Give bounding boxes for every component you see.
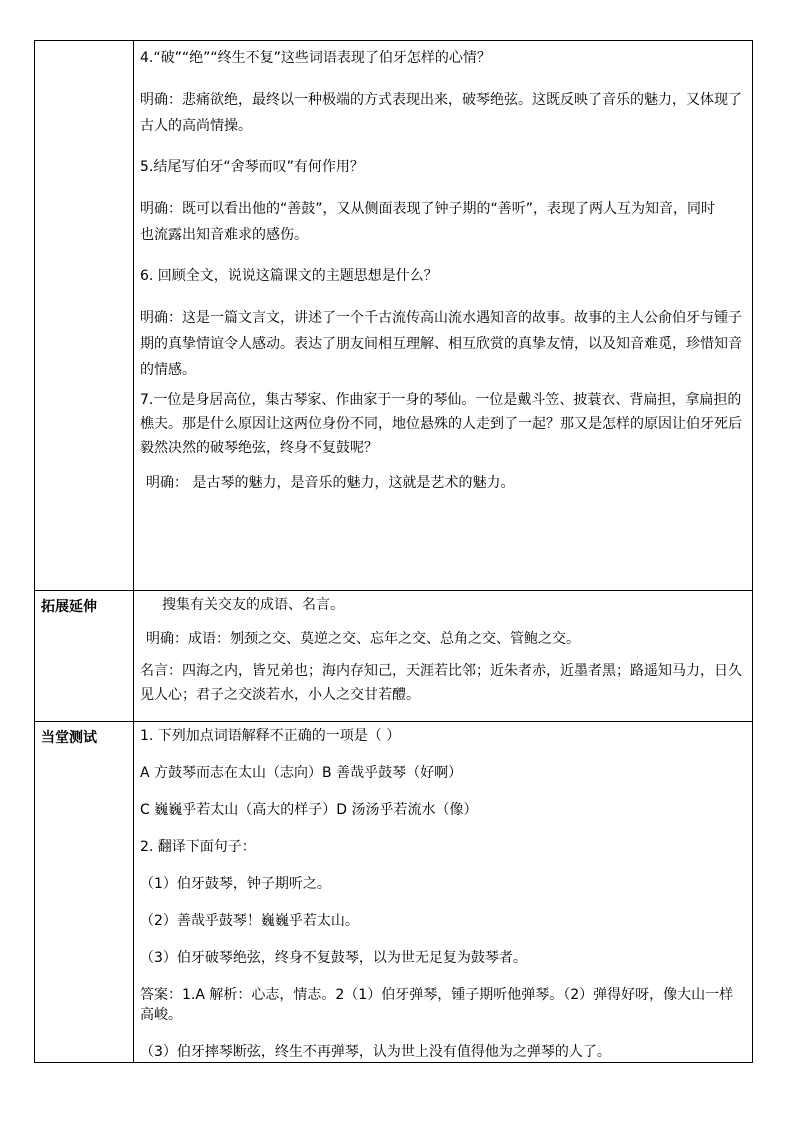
test-options-cd: C 巍巍乎若太山（高大的样子）D 汤汤乎若流水（像） xyxy=(140,802,478,818)
extension-label: 拓展延伸 xyxy=(35,591,134,722)
extension-quotes-line-2: 见人心；君子之交淡若水，小人之交甘若醴。 xyxy=(140,687,420,703)
extension-row xyxy=(35,591,753,722)
answer-4-line-2: 古人的高尚情操。 xyxy=(140,118,252,134)
discussion-content-cell xyxy=(134,41,753,591)
classroom-test-label: 当堂测试 xyxy=(35,722,134,1063)
question-5: 5.结尾写伯牙“舍琴而叹”有何作用？ xyxy=(140,159,364,175)
extension-content-cell xyxy=(134,591,753,722)
test-answer-line-1: 答案：1.A 解析：心志，情志。2（1）伯牙弹琴，锺子期听他弹琴。（2）弹得好呀，像大山一样高峻。 xyxy=(140,987,734,1023)
answer-7: 明确： 是古琴的魅力，是音乐的魅力，这就是艺术的魅力。 xyxy=(146,475,515,491)
answer-5-line-1: 明确：既可以看出他的“善鼓”，又从侧面表现了钟子期的“善听”，表现了两人互为知音，同时 xyxy=(140,201,716,217)
test-question-1: 1. 下列加点词语解释不正确的一项是（ ） xyxy=(140,728,401,744)
question-6: 6. 回顾全文，说说这篇课文的主题思想是什么？ xyxy=(140,268,438,284)
extension-quotes-line-1: 名言：四海之内，皆兄弟也；海内存知己，天涯若比邻；近朱者赤，近墨者黑；路遥知马力，日久 xyxy=(140,663,742,679)
classroom-test-row xyxy=(35,722,753,1063)
answer-6-line-1: 明确：这是一篇文言文，讲述了一个千古流传高山流水遇知音的故事。故事的主人公俞伯牙与锺子 xyxy=(140,310,742,326)
answer-5 xyxy=(140,199,746,245)
test-answer-line-2: （3）伯牙摔琴断弦，终生不再弹琴，认为世上没有值得他为之弹琴的人了。 xyxy=(140,1044,611,1060)
answer-4 xyxy=(140,90,746,136)
answer-6-line-3: 的情感。 xyxy=(140,362,196,378)
extension-idioms: 明确：成语：刎颈之交、莫逆之交、忘年之交、总角之交、管鲍之交。 xyxy=(146,631,580,647)
translate-sentence-1: （1）伯牙鼓琴，钟子期听之。 xyxy=(140,876,331,892)
question-4: 4.“破”“绝”“终生不复”这些词语表现了伯牙怎样的心情？ xyxy=(140,50,491,66)
answer-5-line-2: 也流露出知音难求的感伤。 xyxy=(140,227,308,243)
answer-6 xyxy=(140,308,746,380)
discussion-row xyxy=(35,41,753,591)
test-question-2: 2. 翻译下面句子： xyxy=(140,839,256,855)
question-7-line-2: 樵夫。那是什么原因让这两位身份不同，地位悬殊的人走到了一起？那又是怎样的原因让伯牙死后 xyxy=(140,416,742,432)
extension-quotes xyxy=(140,661,746,705)
answer-6-line-2: 期的真挚情谊令人感动。表达了朋友间相互理解、相互欣赏的真挚友情，以及知音难觅，珍惜知音 xyxy=(140,336,742,352)
answer-4-line-1: 明确：悲痛欲绝，最终以一种极端的方式表现出来，破琴绝弦。这既反映了音乐的魅力，又体现了 xyxy=(140,92,742,108)
question-7-line-3: 毅然决然的破琴绝弦，终身不复鼓呢？ xyxy=(140,440,378,456)
classroom-test-content-cell xyxy=(134,722,753,1063)
question-7-line-1: 7.一位是身居高位，集古琴家、作曲家于一身的琴仙。一位是戴斗笠、披蓑衣、背扁担，拿扁担的 xyxy=(140,392,742,408)
question-7 xyxy=(140,390,746,458)
lesson-plan-table xyxy=(34,40,753,1063)
translate-sentence-2: （2）善哉乎鼓琴！巍巍乎若太山。 xyxy=(140,913,359,929)
translate-sentence-3: （3）伯牙破琴绝弦，终身不复鼓琴，以为世无足复为鼓琴者。 xyxy=(140,950,527,966)
test-options-ab: A 方鼓琴而志在太山（志向）B 善哉乎鼓琴（好啊） xyxy=(140,765,463,781)
discussion-label-cell xyxy=(35,41,134,591)
extension-task: 搜集有关交友的成语、名言。 xyxy=(162,597,344,613)
